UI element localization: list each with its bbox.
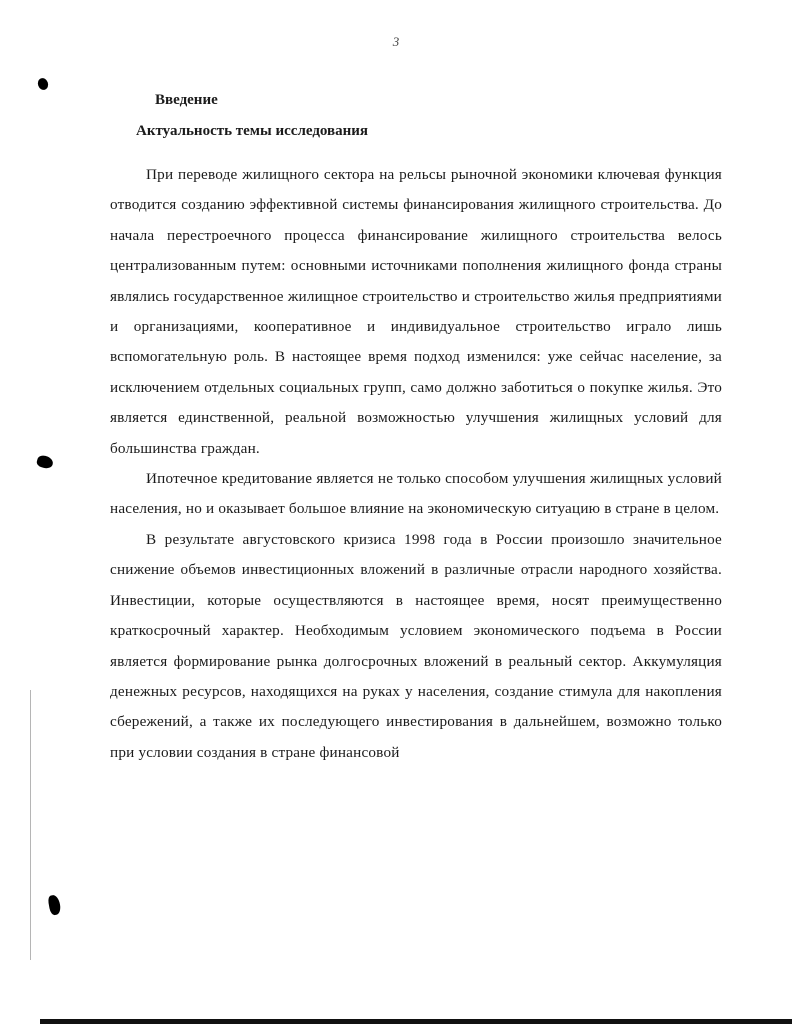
ink-blot	[36, 77, 50, 92]
scan-margin-line	[30, 690, 31, 960]
paragraph: При переводе жилищного сектора на рельсы рыночной экономики ключевая функция отводится созданию эффективной системы финансирования жилищного строительства. До начала перестроечного процесса финансирование жилищного строительства велось централизованным путем: основными источниками пополнения жилищного фонда страны являлись государственное жилищное строительство и строительство жилья предприятиями и организациями, кооперативное и индивидуальное строительство играло лишь вспомогательную роль. В настоящее время подход изменился: уже сейчас население, за исключением отдельных социальных групп, само должно заботиться о покупке жилья. Это является единственной, реальной возможностью улучшения жилищных условий для большинства граждан.	[110, 166, 722, 457]
body-text	[110, 160, 722, 768]
page-number: 3	[392, 34, 400, 49]
section-heading-introduction: Введение	[155, 92, 218, 108]
ink-blot	[36, 454, 55, 470]
paragraph: В результате августовского кризиса 1998 года в России произошло значительное снижение объемов инвестиционных вложений в различные отрасли народного хозяйства. Инвестиции, которые осуществляются в настоящее время, носят преимущественно краткосрочный характер. Необходимым условием экономического подъема в России является формирование рынка долгосрочных вложений в реальный сектор. Аккумуляция денежных ресурсов, находящихся на руках у населения, создание стимула для накопления сбережений, а также их последующего инвестирования в дальнейшем, возможно только при условии создания в стране финансовой	[110, 530, 722, 761]
ink-blot	[47, 894, 61, 916]
section-heading-relevance: Актуальность темы исследования	[136, 123, 369, 139]
paragraph: Ипотечное кредитование является не только способом улучшения жилищных условий населения, но и оказывает большое влияние на экономическую ситуацию в стране в целом.	[110, 470, 722, 518]
scan-bottom-edge	[40, 1019, 792, 1024]
